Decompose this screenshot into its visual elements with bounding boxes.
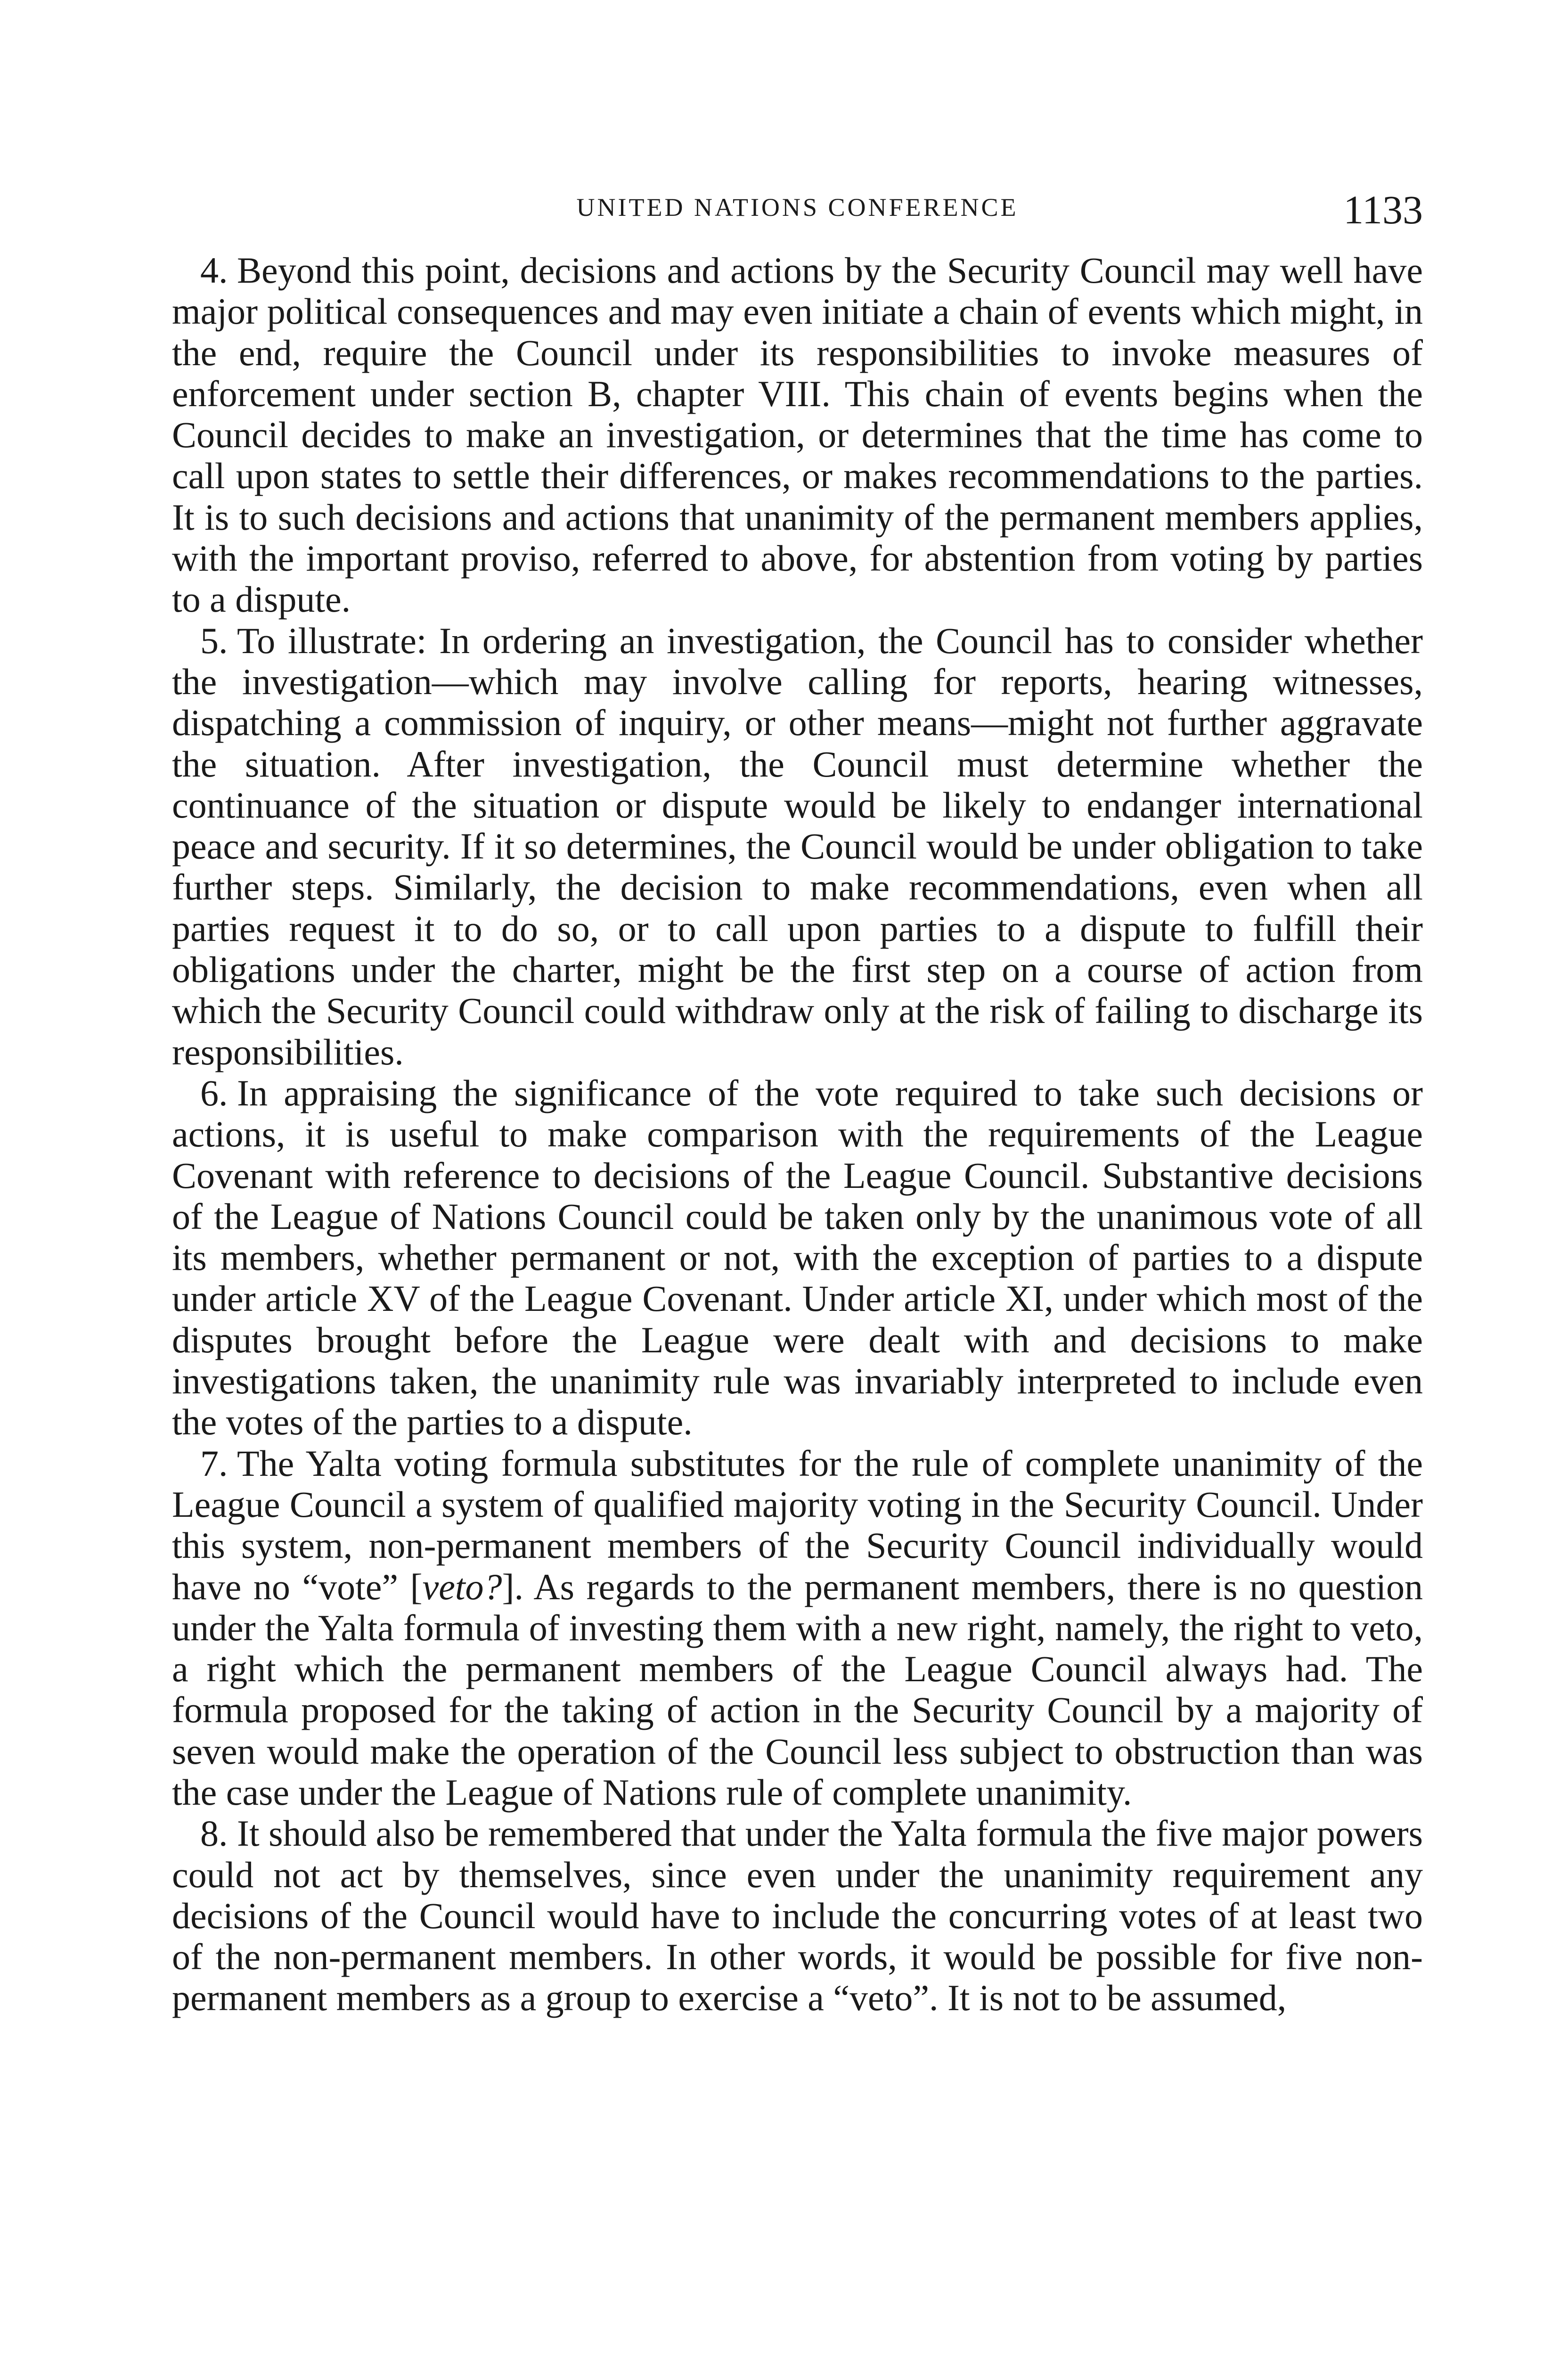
paragraph-text: In appraising the significance of the vote required to take such decisions or actions, it is useful to make comparison with the requirements of the League Covenant with reference to decisions of the League Council. Substantive decisions of the League of Nations Council could be taken only by the unanimous vote of all its members, whether permanent or not, with the exception of parties to a dispute under article XV of the League Covenant. Under article XI, under which most of the disputes brought before the League were dealt with and decisions to make investigations taken, the unanimity rule was invariably interpreted to include even the votes of the parties to a dispute. [172, 1072, 1423, 1443]
paragraph-text: Beyond this point, decisions and actions by the Security Council may well have major political consequences and may even initiate a chain of events which might, in the end, require the Council under its responsibilities to invoke measures of enforcement under section B, chapter VIII. This chain of events begins when the Council decides to make an investigation, or determines that the time has come to call upon states to settle their differences, or makes recommendations to the parties. It is to such decisions and actions that unanimity of the permanent members applies, with the important proviso, referred to above, for abstention from voting by parties to a dispute. [172, 250, 1423, 620]
page-header [172, 186, 1423, 238]
paragraph-number: 7. [200, 1442, 228, 1484]
paragraph-text: It should also be remembered that under the Yalta formula the five major powers could not act by themselves, since even under the unanimity requirement any decisions of the Council would have to include the concurring votes of at least two of the non-permanent members. In other words, it would be possible for five non-permanent members as a group to exercise a “veto”. It is not to be assumed, [172, 1813, 1423, 2019]
paragraph-8 [172, 1813, 1423, 2018]
paragraph-number: 5. [200, 620, 228, 661]
paragraph-text: The Yalta voting formula substitutes for the rule of complete unanimity of the League Council a system of qualified majority voting in the Security Council. Under this system, non-permanent members of the Security Council individually would have no “vote” [ [172, 1442, 1423, 1607]
paragraph-number: 8. [200, 1813, 228, 1854]
paragraph-5 [172, 620, 1423, 1072]
paragraph-7 [172, 1443, 1423, 1813]
paragraph-number: 6. [200, 1072, 228, 1113]
paragraph-text-continued: ]. As regards to the permanent members, there is no question under the Yalta formula of investing them with a new right, namely, the right to veto, a right which the permanent members of the League Council always had. The formula proposed for the taking of action in the Security Council by a majority of seven would make the operation of the Council less subject to obstruction than was the case under the League of Nations rule of complete unanimity. [172, 1566, 1423, 1813]
page-number: 1133 [1343, 187, 1423, 232]
paragraph-6 [172, 1072, 1423, 1443]
paragraph-number: 4. [200, 250, 228, 291]
paragraph-4 [172, 250, 1423, 620]
paragraph-text: To illustrate: In ordering an investigation, the Council has to consider whether the investigation—which may involve calling for reports, hearing witnesses, dispatching a commission of inquiry, or other means—might not further aggravate the situation. After investigation, the Council must determine whether the continuance of the situation or dispute would be likely to endanger international peace and security. If it so determines, the Council would be under obligation to take further steps. Similarly, the decision to make recommendations, even when all parties request it to do so, or to call upon parties to a dispute to fulfill their obligations under the charter, might be the first step on a course of action from which the Security Council could withdraw only at the risk of failing to discharge its responsibilities. [172, 620, 1423, 1072]
running-head: UNITED NATIONS CONFERENCE [576, 193, 1019, 221]
italic-veto-note: veto? [422, 1566, 502, 1607]
body-text [172, 250, 1423, 2019]
